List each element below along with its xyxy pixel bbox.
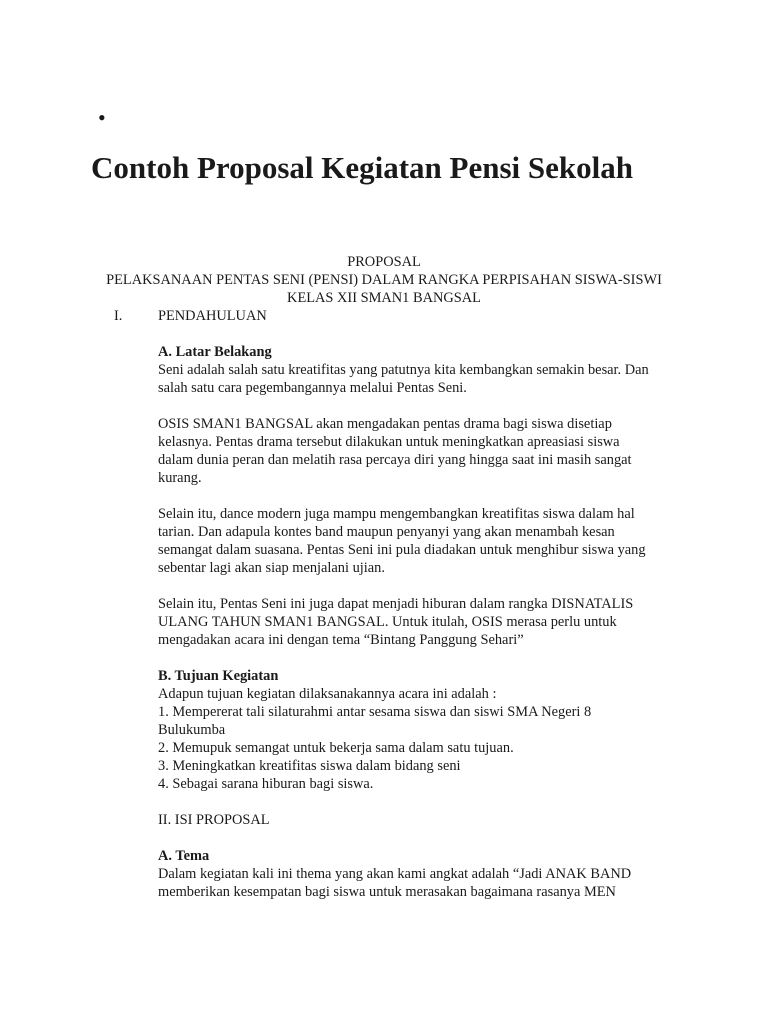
subsection-heading: A. Latar Belakang xyxy=(158,344,272,360)
proposal-header xyxy=(60,253,708,307)
paragraph-line: Dalam kegiatan kali ini thema yang akan kami angkat adalah “Jadi ANAK BAND xyxy=(158,866,632,882)
proposal-body xyxy=(158,307,678,901)
paragraph-line: kelasnya. Pentas drama tersebut dilakukan untuk meningkatkan apreasiasi siswa xyxy=(158,434,620,450)
paragraph-line: semangat dalam suasana. Pentas Seni ini pula diadakan untuk menghibur siswa yang xyxy=(158,542,646,558)
proposal-header-line: KELAS XII SMAN1 BANGSAL xyxy=(287,290,481,306)
paragraph-line: dalam dunia peran dan melatih rasa percaya diri yang hingga saat ini masih sangat xyxy=(158,452,632,468)
subsection-heading: A. Tema xyxy=(158,848,210,864)
paragraph-line: kurang. xyxy=(158,470,202,486)
list-item: Bulukumba xyxy=(158,722,226,738)
paragraph-line: mengadakan acara ini dengan tema “Bintang Panggung Sehari” xyxy=(158,632,524,648)
section-title: II. ISI PROPOSAL xyxy=(158,812,270,828)
paragraph-line: Adapun tujuan kegiatan dilaksanakannya acara ini adalah : xyxy=(158,686,497,702)
page-title: Contoh Proposal Kegiatan Pensi Sekolah xyxy=(91,150,634,185)
paragraph-line: salah satu cara pegembangannya melalui Pentas Seni. xyxy=(158,380,467,396)
paragraph-line: tarian. Dan adapula kontes band maupun penyanyi yang akan menambah kesan xyxy=(158,524,615,540)
paragraph-line: memberikan kesempatan bagi siswa untuk merasakan bagaimana rasanya MEN xyxy=(158,884,616,900)
proposal-header-line: PROPOSAL xyxy=(347,254,421,270)
section-number: I. xyxy=(114,308,123,324)
paragraph-line: OSIS SMAN1 BANGSAL akan mengadakan pentas drama bagi siswa disetiap xyxy=(158,416,612,432)
list-bullet: • xyxy=(98,105,106,130)
paragraph-line: Selain itu, dance modern juga mampu mengembangkan kreatifitas siswa dalam hal xyxy=(158,506,635,522)
list-item: 2. Memupuk semangat untuk bekerja sama dalam satu tujuan. xyxy=(158,740,514,756)
section-title: PENDAHULUAN xyxy=(158,308,267,324)
list-item: 1. Mempererat tali silaturahmi antar sesama siswa dan siswi SMA Negeri 8 xyxy=(158,704,592,720)
list-item: 3. Meningkatkan kreatifitas siswa dalam bidang seni xyxy=(158,758,461,774)
paragraph-line: Seni adalah salah satu kreatifitas yang patutnya kita kembangkan semakin besar. Dan xyxy=(158,362,649,378)
subsection-heading: B. Tujuan Kegiatan xyxy=(158,668,279,684)
proposal-header-line: PELAKSANAAN PENTAS SENI (PENSI) DALAM RANGKA PERPISAHAN SISWA-SISWI xyxy=(106,272,662,288)
paragraph-line: Selain itu, Pentas Seni ini juga dapat menjadi hiburan dalam rangka DISNATALIS xyxy=(158,596,634,612)
paragraph-line: ULANG TAHUN SMAN1 BANGSAL. Untuk itulah, OSIS merasa perlu untuk xyxy=(158,614,617,630)
paragraph-line: sebentar lagi akan siap menjalani ujian. xyxy=(158,560,385,576)
list-item: 4. Sebagai sarana hiburan bagi siswa. xyxy=(158,776,374,792)
